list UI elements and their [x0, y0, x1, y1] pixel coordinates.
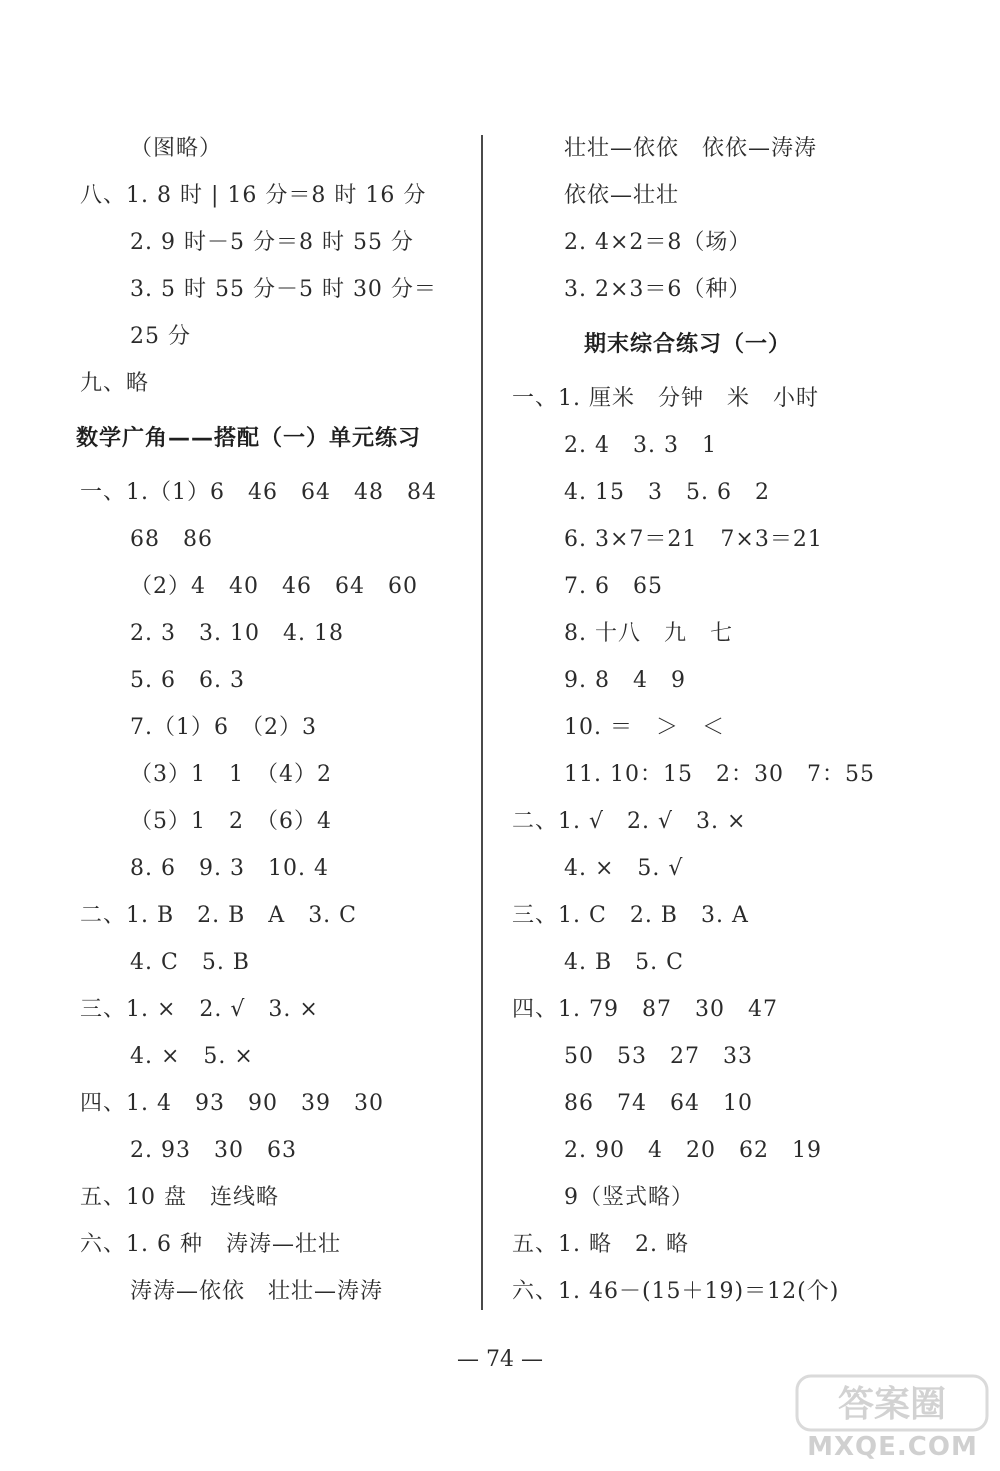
answer-line: 三、1. × 2. √ 3. × [80, 997, 319, 1022]
page-number: — 74 — [457, 1347, 543, 1372]
answer-line: 六、1. 6 种 涛涛—壮壮 [80, 1232, 341, 1257]
answer-line: 4. × 5. × [130, 1044, 254, 1069]
answer-line: 2. 4×2＝8（场） [564, 230, 752, 255]
answer-line: 68 86 [130, 527, 213, 552]
answer-line: （图略） [130, 136, 223, 161]
answer-line: 3. 2×3＝6（种） [564, 277, 752, 302]
answer-line: 五、1. 略 2. 略 [512, 1232, 689, 1257]
answer-line: 86 74 64 10 [564, 1091, 753, 1116]
answer-line: 八、1. 8 时 | 16 分＝8 时 16 分 [80, 183, 427, 208]
answer-line: 一、1. 厘米 分钟 米 小时 [512, 386, 819, 411]
answer-line: 9. 8 4 9 [564, 668, 686, 693]
answer-line: 壮壮—依依 依依—涛涛 [564, 136, 818, 161]
answer-line: 7.（1）6 （2）3 [130, 715, 317, 740]
answer-line: （2）4 40 46 64 60 [130, 574, 418, 599]
answer-line: （3）1 1 （4）2 [130, 762, 332, 787]
answer-line: 4. C 5. B [130, 950, 250, 975]
answer-line: 5. 6 6. 3 [130, 668, 245, 693]
answer-line: 依依—壮壮 [564, 183, 680, 208]
answer-line: 4. 15 3 5. 6 2 [564, 480, 770, 505]
answer-line: 五、10 盘 连线略 [80, 1185, 279, 1210]
answer-line: 2. 90 4 20 62 19 [564, 1138, 822, 1163]
answer-line: 二、1. B 2. B A 3. C [80, 903, 358, 928]
answer-line: 8. 6 9. 3 10. 4 [130, 856, 329, 881]
section-heading: 期末综合练习（一） [584, 332, 792, 357]
answer-line: 一、1.（1）6 46 64 48 84 [80, 480, 437, 505]
section-heading: 数学广角——搭配（一）单元练习 [76, 426, 422, 451]
answer-line: 二、1. √ 2. √ 3. × [512, 809, 747, 834]
answer-line: 四、1. 4 93 90 39 30 [80, 1091, 384, 1116]
answer-line: 9（竖式略） [564, 1185, 694, 1210]
answer-line: 涛涛—依依 壮壮—涛涛 [130, 1279, 384, 1304]
answer-line: 3. 5 时 55 分－5 时 30 分＝ [130, 277, 437, 302]
answer-line: 4. × 5. √ [564, 856, 684, 881]
answer-line: 7. 6 65 [564, 574, 663, 599]
answer-line: 50 53 27 33 [564, 1044, 753, 1069]
answer-line: 4. B 5. C [564, 950, 684, 975]
watermark-logo-icon [795, 1372, 990, 1434]
answer-line: 2. 4 3. 3 1 [564, 433, 717, 458]
answer-line: 8. 十八 九 七 [564, 621, 733, 646]
svg-text:答案圈: 答案圈 [837, 1384, 947, 1425]
answer-line: 2. 93 30 63 [130, 1138, 297, 1163]
answer-line: 6. 3×7＝21 7×3＝21 [564, 527, 823, 552]
column-divider [481, 135, 483, 1310]
answer-line: 九、略 [80, 371, 150, 396]
answer-line: 10. ＝ ＞ ＜ [564, 715, 725, 740]
answer-line: 2. 3 3. 10 4. 18 [130, 621, 344, 646]
answer-line: 四、1. 79 87 30 47 [512, 997, 778, 1022]
answer-line: 六、1. 46－(15＋19)＝12(个) [512, 1279, 840, 1304]
answer-line: （5）1 2 （6）4 [130, 809, 332, 834]
watermark-url: MXQE.COM [807, 1432, 978, 1462]
answer-line: 11. 10：15 2：30 7：55 [564, 762, 875, 787]
answer-line: 2. 9 时－5 分＝8 时 55 分 [130, 230, 414, 255]
watermark [795, 1372, 990, 1464]
answer-line: 25 分 [130, 324, 191, 349]
answer-line: 三、1. C 2. B 3. A [512, 903, 749, 928]
